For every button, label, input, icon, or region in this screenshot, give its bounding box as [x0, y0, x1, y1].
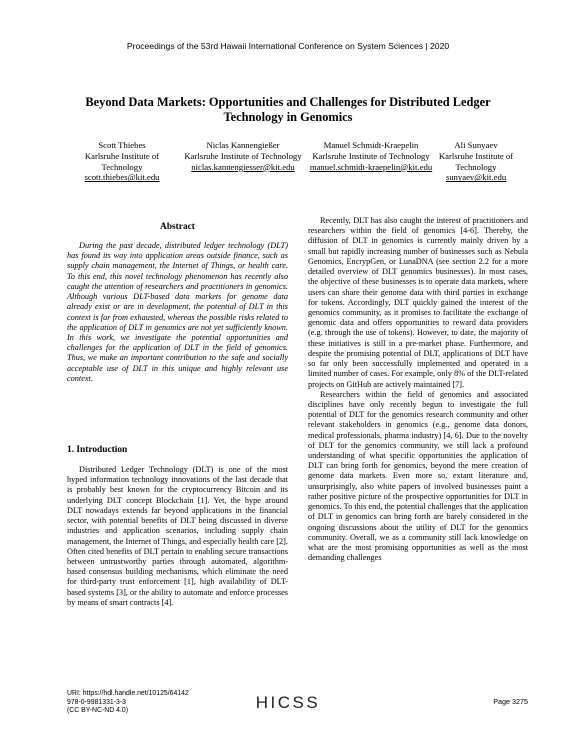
body-paragraph: Researchers within the field of genomics and associated disciplines have only recently begun to investigate the full potential of DLT for the genomics research community and other relevant stakeholders in genomics (e.g., genome data donors, medical professionals, pharma industry) [4, 6]. Due to the novelty of DLT for the genomics community, we still lack a profound understanding of what specific opportunities the application of DLT can bring forth for genomics, beyond the mere creation of genome data markets. Even more so, extant literature and, unsurprisingly, also white papers of involved businesses paint a rather positive picture of the prospective opportunities for DLT in genomics. To this end, the potential challenges that the application of DLT in genomics can bring forth are barely considered in the ongoing discussions about the utility of DLT for the genomics community. Overall, we as a community still lack knowledge on what are the most promising opportunities as well as the most demanding challenges [308, 389, 528, 563]
author-block [426, 140, 526, 183]
author-name: Niclas Kannengießer [206, 140, 280, 150]
section-heading-introduction: 1. Introduction [67, 445, 128, 455]
author-affiliation: Karlsruhe Institute of Technology [438, 150, 514, 172]
hicss-logo-text: HICSS [255, 693, 321, 712]
abstract-text: During the past decade, distributed ledger technology (DLT) has found its way into application areas outside finance, such as supply chain management, the Internet of Things, or health care. To this end, this novel technology phenomenon has recently also caught the attention of researchers and practitioners in genomics. Although various DLT-based data markets for genome data already exist or are in development, the potential of DLT in this context is far from exhausted, whereas the possible risks related to the application of DLT in genomics are not yet sufficiently known. In this work, we investigate the potential opportunities and challenges for the application of DLT in the field of genomics. Thus, we make an important contribution to the safe and socially acceptable use of DLT in this unique and highly relevant use context. [67, 241, 288, 383]
paper-title: Beyond Data Markets: Opportunities and Challenges for Distributed Ledger Technology in Genomics [85, 95, 491, 124]
author-block [182, 140, 304, 172]
author-affiliation: Karlsruhe Institute of Technology [312, 150, 430, 161]
introduction-paragraph: Distributed Ledger Technology (DLT) is one of the most hyped information technology innovations of the last decade that is probably best known for the cryptocurrency Bitcoin and its underlying DLT concept Blockchain [1]. Yet, the hype around DLT nowadays extends far beyond applications in the financial sector, with potential benefits of DLT being discussed in diverse industries and application scenarios, including supply chain management, the Internet of Things, and especially health care [2]. Often cited benefits of DLT pertain to enabling secure transactions between untrustworthy parties through automated, algorithm-based consensus building mechanisms, which eliminate the need for third-party trust enforcement [1], high availability of DLT-based systems [3], or the ability to automate and enforce processes by means of smart contracts [4]. [67, 465, 288, 607]
proceedings-header: Proceedings of the 53rd Hawaii International Conference on System Sciences | 2020 [126, 41, 450, 51]
footer-uri[interactable]: URI: https://hdl.handle.net/10125/64142 [67, 690, 189, 697]
author-email[interactable]: sunyaev@kit.edu [445, 172, 507, 183]
body-paragraph: Recently, DLT has also caught the interest of practitioners and researchers within the field of genomics [4-6]. Thereby, the diffusion of DLT in genomics is currently mainly driven by a small but rapidly increasing number of businesses such as Nebula Genomics, EncrypGen, or LunaDNA (see section 2.2 for a more detailed overview of DLT genomics businesses). In most cases, the objective of these businesses is to operate data markets, where users can share their genome data with third parties in exchange for tokens. Accordingly, DLT quickly gained the interest of the genomics community, as it promises to facilitate the exchange of genomic data and offers opportunities to reward data providers (e.g. through the use of tokens). However, to date, the majority of these initiatives is still in a pre-market phase. Furthermore, and despite the promising potential of DLT, applications of DLT have so far only been successfully implemented and operated in a limited number of cases. For example, only 8% of the DLT-related projects on GitHub are actively maintained [7]. [308, 216, 528, 389]
right-column [308, 216, 528, 563]
footer-license: (CC BY-NC-ND 4.0) [67, 707, 129, 715]
footer-info [67, 690, 189, 716]
footer-isbn: 978-0-9981331-3-3 [67, 698, 126, 706]
page-number: Page 3275 [493, 697, 528, 706]
hicss-logo [248, 690, 328, 712]
author-email[interactable]: manuel.schmidt-kraepelin@kit.edu [309, 161, 433, 172]
author-name: Manuel Schmidt-Kraepelin [323, 140, 419, 150]
author-affiliation: Karlsruhe Institute of Technology [84, 150, 160, 172]
author-name: Scott Thiebes [98, 140, 146, 150]
author-email[interactable]: niclas.kannengiesser@kit.edu [191, 161, 295, 172]
author-block [67, 140, 177, 183]
author-email[interactable]: scott.thiebes@kit.edu [84, 172, 160, 183]
author-block [309, 140, 433, 172]
author-name: Ali Sunyaev [454, 140, 498, 150]
author-affiliation: Karlsruhe Institute of Technology [184, 150, 302, 161]
abstract-heading: Abstract [160, 222, 195, 232]
